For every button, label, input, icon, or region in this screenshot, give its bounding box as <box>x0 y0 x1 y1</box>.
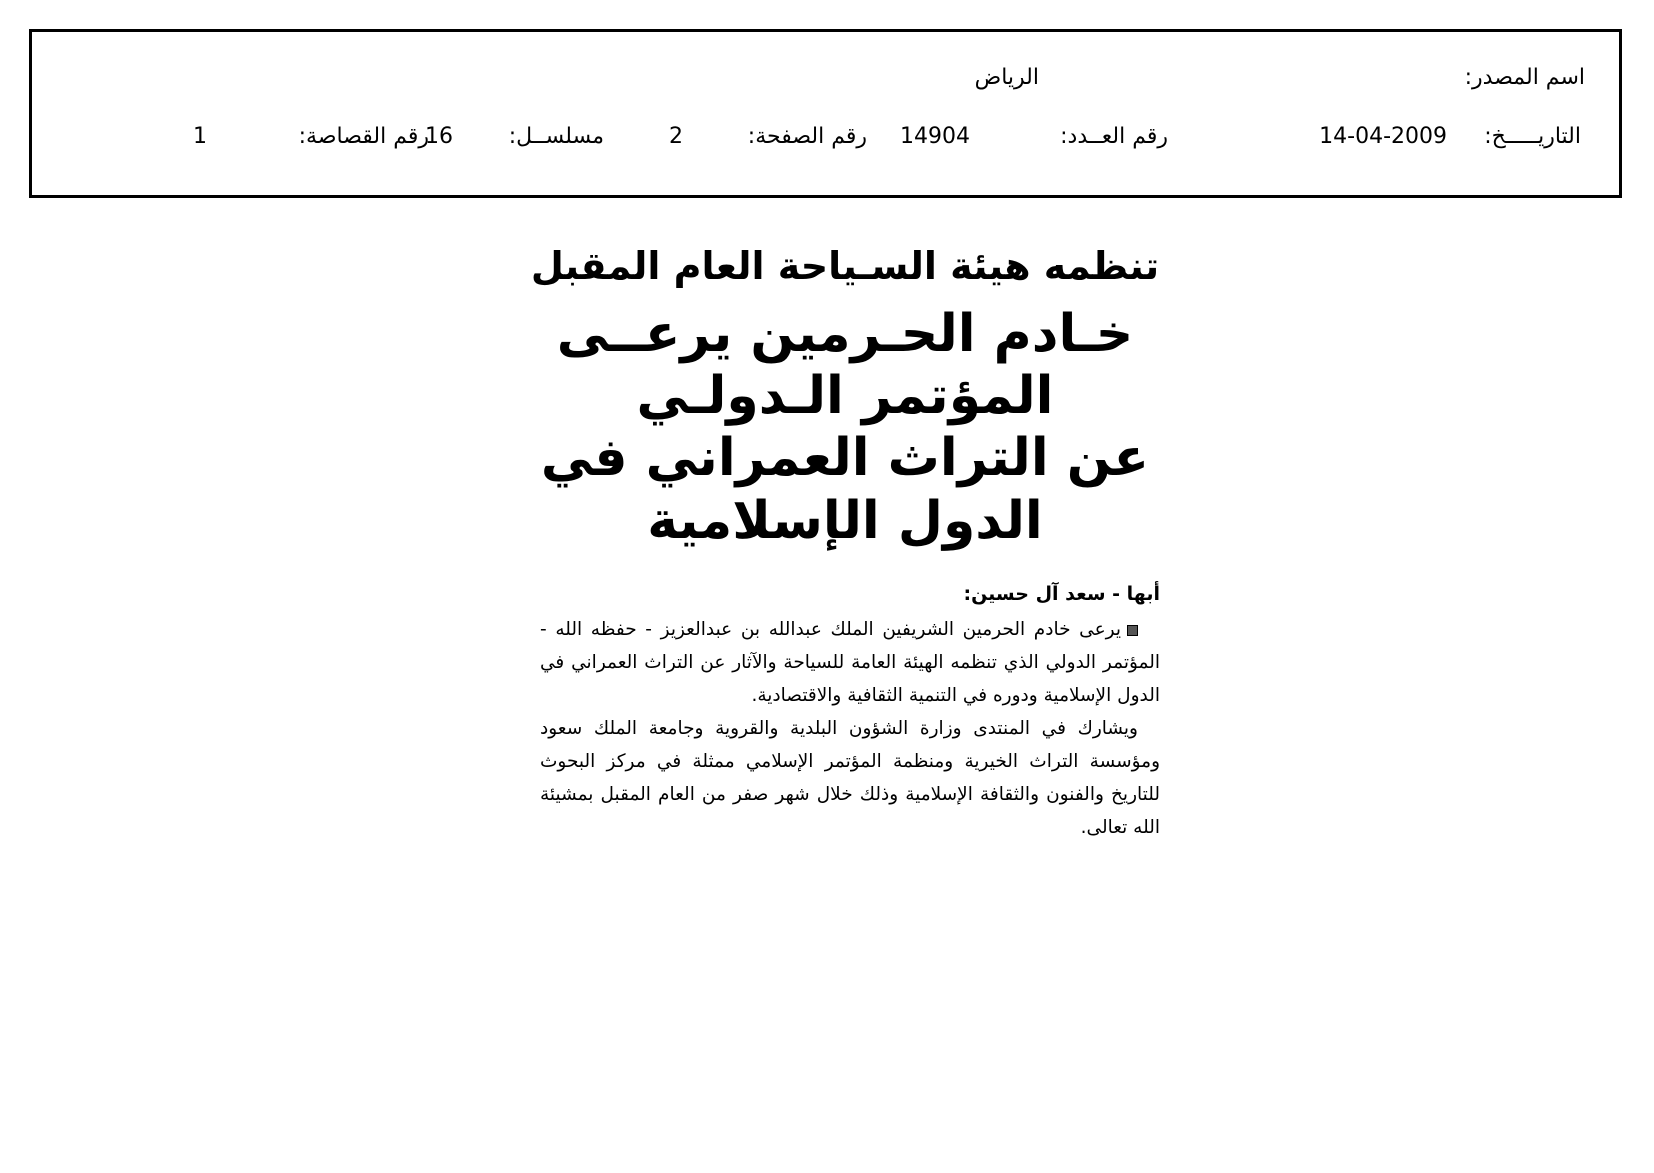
article-byline: أبها - سعد آل حسين: <box>963 583 1160 606</box>
article-paragraph-1-text: يرعى خادم الحرمين الشريفين الملك عبدالله بن عبدالعزيز - حفظه الله - المؤتمر الدولي الذي تنظمه الهيئة العامة للسياحة والآثار عن التراث العمراني في الدول الإسلامية ودوره في التنمية الثقافية والاقتصادية. <box>540 619 1160 707</box>
article-paragraph-2: ويشارك في المنتدى وزارة الشؤون البلدية والقروية وجامعة الملك سعود ومؤسسة التراث الخيرية ومنظمة المؤتمر الإسلامي ممثلة في مركز البحوث للتاريخ والفنون والثقافة الإسلامية وذلك خلال شهر صفر من العام المقبل بمشيئة الله تعالى. <box>540 718 1160 839</box>
date-label: التاريـــــخ: <box>1484 124 1581 149</box>
source-value: الرياض <box>974 65 1039 90</box>
article-headline <box>530 303 1160 553</box>
serial-value: 16 <box>425 124 453 149</box>
serial-label: مسلســل: <box>508 124 604 149</box>
headline-line-2: عن التراث العمراني في الدول الإسلامية <box>540 428 1150 551</box>
clip-number-value: 1 <box>193 124 207 149</box>
source-label: اسم المصدر: <box>1464 65 1585 90</box>
page-value: 2 <box>669 124 683 149</box>
clipping-header <box>29 29 1622 198</box>
article-body <box>540 578 1160 844</box>
clip-number-label: رقم القصاصة: <box>298 124 429 149</box>
date-value: 14-04-2009 <box>1319 124 1447 149</box>
article-paragraph-1 <box>540 613 1160 712</box>
square-bullet-icon <box>1127 625 1138 636</box>
page-label: رقم الصفحة: <box>747 124 867 149</box>
article-kicker: تنظمه هيئة السـياحة العام المقبل <box>530 244 1160 288</box>
issue-label: رقم العــدد: <box>1060 124 1168 149</box>
headline-line-1: خـادم الحـرمين يرعــى المؤتمر الـدولـي <box>556 303 1134 427</box>
article-clipping <box>530 245 1160 844</box>
issue-value: 14904 <box>900 124 970 149</box>
